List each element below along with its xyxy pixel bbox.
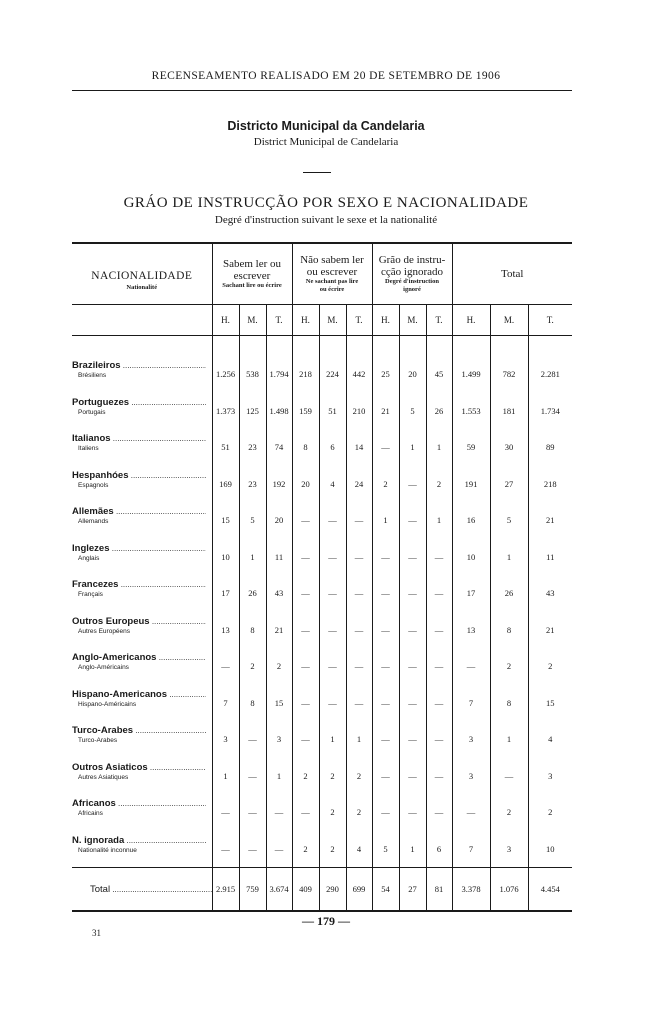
running-head: RECENSEAMENTO REALISADO EM 20 DE SETEMBRO DE 1906 bbox=[151, 70, 501, 82]
value-cell: 1.256 bbox=[212, 356, 239, 393]
value-cell: 7 bbox=[452, 685, 490, 722]
instruction-table bbox=[72, 242, 572, 912]
value-cell: 192 bbox=[266, 466, 292, 503]
total-value-cell: 759 bbox=[239, 868, 266, 912]
nationality-label: Italianos ..... bbox=[72, 433, 206, 444]
value-cell: 169 bbox=[212, 466, 239, 503]
table-row bbox=[72, 466, 572, 503]
nationality-cell bbox=[72, 831, 212, 868]
value-cell: 3 bbox=[528, 758, 572, 795]
value-cell: — bbox=[399, 612, 426, 649]
value-cell: — bbox=[239, 758, 266, 795]
nationality-label-fr: Italiens bbox=[78, 445, 99, 452]
value-cell: 1 bbox=[426, 502, 452, 539]
value-cell: 1.499 bbox=[452, 356, 490, 393]
value-cell: 16 bbox=[452, 502, 490, 539]
value-cell: 2 bbox=[239, 648, 266, 685]
value-cell: — bbox=[346, 685, 372, 722]
value-cell: — bbox=[292, 721, 319, 758]
value-cell: 1 bbox=[490, 539, 528, 576]
nationality-label: Anglo-Americanos ..... bbox=[72, 652, 206, 663]
value-cell: 8 bbox=[239, 612, 266, 649]
value-cell: — bbox=[319, 612, 346, 649]
value-cell: 1.794 bbox=[266, 356, 292, 393]
value-cell: — bbox=[346, 612, 372, 649]
value-cell: 2 bbox=[490, 648, 528, 685]
value-cell: 23 bbox=[239, 429, 266, 466]
value-cell: 21 bbox=[528, 612, 572, 649]
group-header-line: Grão de instru- bbox=[378, 254, 446, 266]
value-cell: — bbox=[426, 648, 452, 685]
value-cell: 3 bbox=[212, 721, 239, 758]
group-header-line: Total bbox=[501, 268, 524, 280]
group-header-total bbox=[452, 244, 572, 305]
value-cell: 191 bbox=[452, 466, 490, 503]
value-cell: 13 bbox=[452, 612, 490, 649]
group-header-fr: Ne sachant pas lire bbox=[305, 278, 359, 285]
value-cell: — bbox=[239, 831, 266, 868]
value-cell: 6 bbox=[426, 831, 452, 868]
value-cell: 51 bbox=[212, 429, 239, 466]
subcolumn-header: T. bbox=[266, 305, 292, 336]
nationality-label: Francezes ..... bbox=[72, 579, 206, 590]
nationality-label: N. ignorada ..... bbox=[72, 835, 206, 846]
value-cell: 3 bbox=[490, 831, 528, 868]
nationality-cell bbox=[72, 612, 212, 649]
value-cell: — bbox=[426, 539, 452, 576]
table-row bbox=[72, 831, 572, 868]
total-value-cell: 1.076 bbox=[490, 868, 528, 912]
nationality-cell bbox=[72, 393, 212, 430]
group-header-unknown bbox=[372, 244, 452, 305]
nationality-label-fr: Portugais bbox=[78, 408, 106, 416]
spacer-cell bbox=[266, 336, 292, 357]
value-cell: — bbox=[292, 502, 319, 539]
value-cell: — bbox=[426, 758, 452, 795]
value-cell: 1 bbox=[399, 831, 426, 868]
group-header-fr: Sachant lire ou écrire bbox=[222, 282, 282, 289]
nationality-label-fr: Nationalité inconnue bbox=[78, 846, 137, 854]
value-cell: — bbox=[372, 685, 399, 722]
nationality-cell bbox=[72, 794, 212, 831]
value-cell: — bbox=[346, 648, 372, 685]
value-cell: 1 bbox=[212, 758, 239, 795]
value-cell: — bbox=[399, 466, 426, 503]
value-cell: 11 bbox=[266, 539, 292, 576]
value-cell: 21 bbox=[372, 393, 399, 430]
value-cell: 7 bbox=[452, 831, 490, 868]
nationality-label: Outros Europeus ..... bbox=[72, 616, 206, 627]
nationality-cell bbox=[72, 429, 212, 466]
nationality-cell bbox=[72, 685, 212, 722]
value-cell: 11 bbox=[528, 539, 572, 576]
nationality-label-fr: Africains bbox=[78, 810, 103, 817]
value-cell: — bbox=[292, 685, 319, 722]
value-cell: — bbox=[399, 758, 426, 795]
total-value-cell: 81 bbox=[426, 868, 452, 912]
spacer-cell bbox=[319, 336, 346, 357]
value-cell: 24 bbox=[346, 466, 372, 503]
value-cell: — bbox=[319, 539, 346, 576]
nationality-label: Brazileiros ..... bbox=[72, 360, 206, 371]
value-cell: 5 bbox=[372, 831, 399, 868]
value-cell: 20 bbox=[292, 466, 319, 503]
subcolumn-header: M. bbox=[239, 305, 266, 336]
spacer-cell bbox=[72, 336, 212, 357]
value-cell: 218 bbox=[292, 356, 319, 393]
value-cell: — bbox=[426, 575, 452, 612]
value-cell: 159 bbox=[292, 393, 319, 430]
total-value-cell: 699 bbox=[346, 868, 372, 912]
value-cell: 6 bbox=[319, 429, 346, 466]
value-cell: — bbox=[426, 794, 452, 831]
header-rule bbox=[72, 90, 572, 91]
value-cell: 74 bbox=[266, 429, 292, 466]
value-cell: — bbox=[239, 794, 266, 831]
value-cell: — bbox=[319, 575, 346, 612]
total-value-cell: 3.674 bbox=[266, 868, 292, 912]
value-cell: 2 bbox=[346, 758, 372, 795]
nationality-label-fr: Hispano-Américains bbox=[78, 700, 137, 708]
value-cell: 4 bbox=[346, 831, 372, 868]
nationality-label-fr: Anglais bbox=[78, 554, 100, 562]
subcolumn-header: H. bbox=[372, 305, 399, 336]
value-cell: — bbox=[292, 648, 319, 685]
value-cell: — bbox=[452, 648, 490, 685]
value-cell: — bbox=[372, 721, 399, 758]
nationality-label: Hespanhóes ..... bbox=[72, 470, 206, 481]
value-cell: — bbox=[292, 794, 319, 831]
total-value-cell: 3.378 bbox=[452, 868, 490, 912]
group-header-line: escrever bbox=[233, 270, 271, 282]
value-cell: — bbox=[490, 758, 528, 795]
value-cell: — bbox=[346, 502, 372, 539]
value-cell: 17 bbox=[212, 575, 239, 612]
value-cell: — bbox=[319, 685, 346, 722]
value-cell: — bbox=[212, 648, 239, 685]
value-cell: — bbox=[372, 575, 399, 612]
group-header-line: ou escrever bbox=[306, 266, 358, 278]
value-cell: 5 bbox=[490, 502, 528, 539]
value-cell: 5 bbox=[399, 393, 426, 430]
subcolumn-header: M. bbox=[490, 305, 528, 336]
value-cell: — bbox=[372, 648, 399, 685]
table-row bbox=[72, 612, 572, 649]
value-cell: 218 bbox=[528, 466, 572, 503]
spacer-cell bbox=[292, 336, 319, 357]
value-cell: 14 bbox=[346, 429, 372, 466]
value-cell: 4 bbox=[528, 721, 572, 758]
total-value-cell: 409 bbox=[292, 868, 319, 912]
district-subtitle: District Municipal de Candelaria bbox=[253, 136, 399, 148]
table-row bbox=[72, 429, 572, 466]
value-cell: 2 bbox=[346, 794, 372, 831]
spacer-cell bbox=[490, 336, 528, 357]
value-cell: 538 bbox=[239, 356, 266, 393]
value-cell: — bbox=[292, 612, 319, 649]
value-cell: — bbox=[426, 685, 452, 722]
nationality-cell bbox=[72, 575, 212, 612]
total-value-cell: 54 bbox=[372, 868, 399, 912]
value-cell: 45 bbox=[426, 356, 452, 393]
value-cell: 1 bbox=[346, 721, 372, 758]
value-cell: 181 bbox=[490, 393, 528, 430]
value-cell: 5 bbox=[239, 502, 266, 539]
value-cell: 8 bbox=[239, 685, 266, 722]
value-cell: 224 bbox=[319, 356, 346, 393]
value-cell: — bbox=[426, 721, 452, 758]
value-cell: 1.734 bbox=[528, 393, 572, 430]
value-cell: — bbox=[372, 794, 399, 831]
table-row bbox=[72, 393, 572, 430]
group-header-fr: Degré d'instruction bbox=[385, 278, 439, 285]
value-cell: 1 bbox=[426, 429, 452, 466]
table-row bbox=[72, 685, 572, 722]
subcolumn-header: T. bbox=[346, 305, 372, 336]
total-value-cell: 2.915 bbox=[212, 868, 239, 912]
value-cell: 210 bbox=[346, 393, 372, 430]
value-cell: 8 bbox=[490, 685, 528, 722]
value-cell: 1 bbox=[266, 758, 292, 795]
nationality-cell bbox=[72, 721, 212, 758]
value-cell: 2 bbox=[528, 648, 572, 685]
value-cell: 20 bbox=[266, 502, 292, 539]
value-cell: 10 bbox=[528, 831, 572, 868]
value-cell: 26 bbox=[239, 575, 266, 612]
value-cell: 20 bbox=[399, 356, 426, 393]
nationality-label-fr: Français bbox=[78, 591, 103, 598]
value-cell: 2 bbox=[292, 758, 319, 795]
value-cell: — bbox=[372, 539, 399, 576]
table-row bbox=[72, 794, 572, 831]
value-cell: 2.281 bbox=[528, 356, 572, 393]
group-header-line: Sabem ler ou bbox=[222, 258, 282, 270]
subcolumn-header: M. bbox=[319, 305, 346, 336]
value-cell: 2 bbox=[426, 466, 452, 503]
value-cell: — bbox=[319, 648, 346, 685]
table-body bbox=[72, 356, 572, 868]
nationality-cell bbox=[72, 356, 212, 393]
group-header-illiterate bbox=[292, 244, 372, 305]
subcolumn-header: T. bbox=[426, 305, 452, 336]
value-cell: 27 bbox=[490, 466, 528, 503]
subcolumn-header-row bbox=[72, 305, 572, 336]
value-cell: 2 bbox=[528, 794, 572, 831]
value-cell: — bbox=[399, 648, 426, 685]
nationality-cell bbox=[72, 758, 212, 795]
value-cell: 89 bbox=[528, 429, 572, 466]
value-cell: — bbox=[399, 539, 426, 576]
table-row bbox=[72, 356, 572, 393]
value-cell: 2 bbox=[490, 794, 528, 831]
value-cell: 21 bbox=[528, 502, 572, 539]
group-header-fr: ignoré bbox=[403, 286, 421, 293]
value-cell: — bbox=[346, 539, 372, 576]
value-cell: 7 bbox=[212, 685, 239, 722]
value-cell: 15 bbox=[212, 502, 239, 539]
value-cell: — bbox=[399, 721, 426, 758]
group-header-literate bbox=[212, 244, 292, 305]
subcolumn-header: H. bbox=[452, 305, 490, 336]
subcolumn-header: T. bbox=[528, 305, 572, 336]
value-cell: 8 bbox=[292, 429, 319, 466]
value-cell: 1.498 bbox=[266, 393, 292, 430]
value-cell: 15 bbox=[266, 685, 292, 722]
value-cell: — bbox=[239, 721, 266, 758]
table-subtitle: Degré d'instruction suivant le sexe et la nationalité bbox=[214, 214, 438, 226]
value-cell: 2 bbox=[372, 466, 399, 503]
value-cell: 21 bbox=[266, 612, 292, 649]
table-row bbox=[72, 648, 572, 685]
value-cell: 15 bbox=[528, 685, 572, 722]
nationality-label: Portuguezes ..... bbox=[72, 397, 206, 408]
nationality-header bbox=[72, 244, 212, 305]
spacer-row bbox=[72, 336, 572, 357]
value-cell: 4 bbox=[319, 466, 346, 503]
value-cell: — bbox=[266, 794, 292, 831]
table-row bbox=[72, 575, 572, 612]
value-cell: 10 bbox=[452, 539, 490, 576]
nationality-label-fr: Autres Européens bbox=[78, 627, 131, 635]
value-cell: 59 bbox=[452, 429, 490, 466]
value-cell: 30 bbox=[490, 429, 528, 466]
nationality-header-pt: NACIONALIDADE bbox=[91, 270, 193, 282]
nationality-label-fr: Brésiliens bbox=[78, 372, 107, 379]
value-cell: 1.373 bbox=[212, 393, 239, 430]
value-cell: — bbox=[292, 575, 319, 612]
value-cell: 26 bbox=[426, 393, 452, 430]
value-cell: — bbox=[372, 758, 399, 795]
spacer-cell bbox=[372, 336, 399, 357]
value-cell: 1.553 bbox=[452, 393, 490, 430]
value-cell: 13 bbox=[212, 612, 239, 649]
value-cell: 1 bbox=[490, 721, 528, 758]
nationality-label: Allemães ..... bbox=[72, 506, 206, 517]
nationality-label-fr: Autres Asiatiques bbox=[78, 773, 129, 781]
value-cell: — bbox=[452, 794, 490, 831]
value-cell: — bbox=[212, 794, 239, 831]
value-cell: 25 bbox=[372, 356, 399, 393]
total-label-text: Total ..... bbox=[90, 884, 212, 895]
group-header-fr: ou écrire bbox=[319, 286, 345, 293]
table-row bbox=[72, 502, 572, 539]
table-row bbox=[72, 721, 572, 758]
page-number: — 179 — bbox=[302, 914, 350, 928]
nationality-label: Inglezes ..... bbox=[72, 543, 206, 554]
nationality-label-fr: Espagnols bbox=[78, 481, 109, 489]
value-cell: 43 bbox=[266, 575, 292, 612]
nationality-header-fr: Nationalité bbox=[126, 284, 158, 291]
total-value-cell: 27 bbox=[399, 868, 426, 912]
group-header-line: Não sabem ler bbox=[300, 254, 364, 266]
nationality-cell bbox=[72, 466, 212, 503]
nationality-cell bbox=[72, 648, 212, 685]
value-cell: 17 bbox=[452, 575, 490, 612]
value-cell: 26 bbox=[490, 575, 528, 612]
spacer-cell bbox=[212, 336, 239, 357]
value-cell: 1 bbox=[319, 721, 346, 758]
value-cell: — bbox=[399, 685, 426, 722]
spacer-cell bbox=[452, 336, 490, 357]
section-divider bbox=[303, 172, 331, 173]
value-cell: — bbox=[292, 539, 319, 576]
value-cell: — bbox=[372, 612, 399, 649]
value-cell: 442 bbox=[346, 356, 372, 393]
nationality-label-fr: Anglo-Américains bbox=[78, 664, 129, 671]
value-cell: — bbox=[399, 794, 426, 831]
nationality-label-fr: Allemands bbox=[78, 518, 109, 525]
table-title: GRÁO DE INSTRUCÇÃO POR SEXO E NACIONALIDADE bbox=[123, 195, 529, 211]
signature-mark: 31 bbox=[92, 928, 101, 938]
value-cell: 51 bbox=[319, 393, 346, 430]
value-cell: 1 bbox=[399, 429, 426, 466]
value-cell: 8 bbox=[490, 612, 528, 649]
spacer-cell bbox=[346, 336, 372, 357]
subcolumn-header: M. bbox=[399, 305, 426, 336]
nationality-cell bbox=[72, 502, 212, 539]
spacer-cell bbox=[399, 336, 426, 357]
value-cell: 2 bbox=[319, 794, 346, 831]
value-cell: 2 bbox=[319, 831, 346, 868]
subcolumn-header-blank bbox=[72, 305, 212, 336]
nationality-label: Africanos ..... bbox=[72, 798, 206, 809]
value-cell: 2 bbox=[319, 758, 346, 795]
value-cell: 2 bbox=[292, 831, 319, 868]
value-cell: 125 bbox=[239, 393, 266, 430]
value-cell: 1 bbox=[372, 502, 399, 539]
subcolumn-header: H. bbox=[212, 305, 239, 336]
district-title: Districto Municipal da Candelaria bbox=[227, 119, 425, 133]
nationality-label-fr: Turco-Arabes bbox=[78, 737, 118, 744]
value-cell: 3 bbox=[452, 721, 490, 758]
nationality-label: Turco-Arabes ..... bbox=[72, 725, 206, 736]
value-cell: — bbox=[212, 831, 239, 868]
total-value-cell: 290 bbox=[319, 868, 346, 912]
value-cell: — bbox=[426, 612, 452, 649]
value-cell: — bbox=[372, 429, 399, 466]
spacer-cell bbox=[239, 336, 266, 357]
value-cell: 10 bbox=[212, 539, 239, 576]
total-label bbox=[72, 868, 212, 912]
spacer-cell bbox=[528, 336, 572, 357]
value-cell: — bbox=[399, 502, 426, 539]
nationality-cell bbox=[72, 539, 212, 576]
value-cell: 3 bbox=[266, 721, 292, 758]
value-cell: 23 bbox=[239, 466, 266, 503]
value-cell: 43 bbox=[528, 575, 572, 612]
value-cell: — bbox=[266, 831, 292, 868]
table-row bbox=[72, 758, 572, 795]
nationality-label: Hispano-Americanos ..... bbox=[72, 689, 206, 700]
nationality-label: Outros Asiaticos ..... bbox=[72, 762, 206, 773]
value-cell: 782 bbox=[490, 356, 528, 393]
value-cell: — bbox=[346, 575, 372, 612]
spacer-cell bbox=[426, 336, 452, 357]
value-cell: — bbox=[399, 575, 426, 612]
group-header-line: cção ignorado bbox=[381, 266, 443, 278]
subcolumn-header: H. bbox=[292, 305, 319, 336]
value-cell: 1 bbox=[239, 539, 266, 576]
value-cell: 3 bbox=[452, 758, 490, 795]
total-value-cell: 4.454 bbox=[528, 868, 572, 912]
value-cell: 2 bbox=[266, 648, 292, 685]
total-row bbox=[72, 868, 572, 912]
table-row bbox=[72, 539, 572, 576]
value-cell: — bbox=[319, 502, 346, 539]
